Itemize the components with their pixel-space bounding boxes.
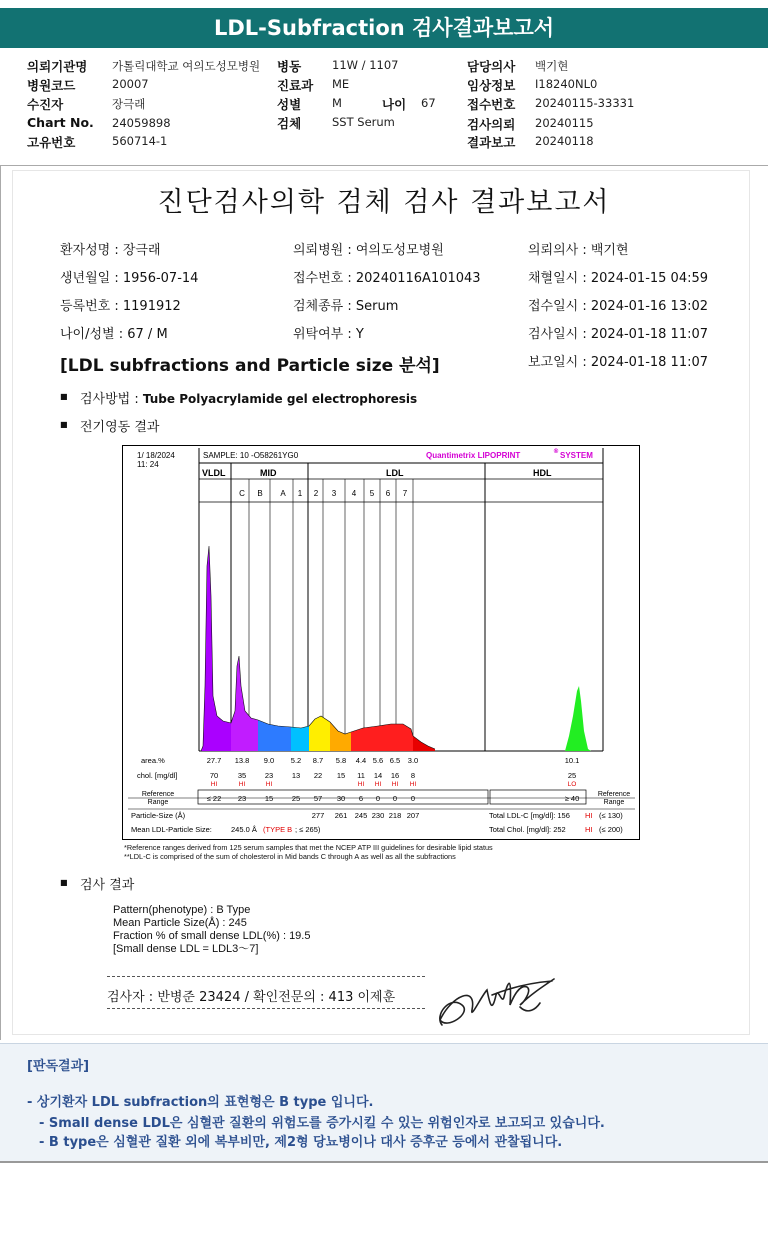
doc-hospital: 의뢰병원 : 여의도성모병원 bbox=[293, 243, 444, 258]
area-value: 6.5 bbox=[389, 756, 401, 765]
specimen-label: 검체 bbox=[277, 116, 302, 131]
area-value: 27.7 bbox=[206, 756, 222, 765]
reference-label-right: Range bbox=[603, 799, 625, 806]
result-summary bbox=[113, 904, 310, 956]
reference-label-right: Reference bbox=[597, 791, 631, 798]
electrophoresis-peak bbox=[330, 722, 351, 751]
total-ldl: Total LDL-C [mg/dl]: 156 bbox=[489, 811, 570, 820]
band-label: 5 bbox=[369, 489, 375, 498]
doc-reg-no: 등록번호 : 1191912 bbox=[60, 299, 181, 314]
reference-value: ≤ 22 bbox=[206, 794, 222, 803]
total-chol-flag: HI bbox=[585, 825, 593, 834]
chol-value: 22 bbox=[313, 771, 323, 780]
doc-outsourced: 위탁여부 : Y bbox=[293, 327, 364, 342]
chol-flag: HI bbox=[238, 781, 246, 788]
electrophoresis-peak bbox=[309, 716, 330, 751]
reference-value: 0 bbox=[375, 794, 381, 803]
chol-flag: HI bbox=[357, 781, 365, 788]
lipoprint-chart bbox=[122, 445, 640, 840]
clinical-value: I18240NL0 bbox=[535, 77, 598, 91]
chart-reg: ® bbox=[553, 448, 559, 455]
chart-time: 11: 24 bbox=[137, 460, 159, 469]
chol-value: 15 bbox=[336, 771, 346, 780]
chart-date: 1/ 18/2024 bbox=[137, 451, 175, 460]
total-ldl-flag: HI bbox=[585, 811, 593, 820]
document-title: 진단검사의학 검체 검사 결과보고서 bbox=[157, 187, 611, 218]
chol-label: chol. [mg/dl] bbox=[137, 771, 178, 780]
chol-flag: HI bbox=[391, 781, 399, 788]
reference-value: 30 bbox=[336, 794, 346, 803]
chol-value: 8 bbox=[410, 771, 416, 780]
reference-value-hdl: ≥ 40 bbox=[564, 794, 580, 803]
group-ldl: LDL bbox=[386, 468, 404, 478]
result-small-dense-definition: [Small dense LDL = LDL3～7] bbox=[113, 943, 259, 955]
org-label: 의뢰기관명 bbox=[27, 59, 88, 74]
particle-size-value: 277 bbox=[311, 811, 325, 820]
chol-flag: HI bbox=[265, 781, 273, 788]
chol-value: 16 bbox=[390, 771, 400, 780]
area-value: 5.6 bbox=[372, 756, 384, 765]
chart-footnotes bbox=[124, 843, 493, 861]
electrophoresis-peak bbox=[291, 726, 309, 751]
particle-size-value: 207 bbox=[406, 811, 420, 820]
band-label: 1 bbox=[297, 489, 303, 498]
divider-bottom bbox=[107, 1008, 425, 1009]
electrophoresis-peak bbox=[565, 686, 591, 751]
accno-value: 20240115-33331 bbox=[535, 96, 635, 110]
electrophoresis-peak bbox=[258, 720, 291, 751]
total-chol: Total Chol. [mg/dl]: 252 bbox=[489, 825, 566, 834]
reference-value: 23 bbox=[237, 794, 247, 803]
total-chol-reference: (≤ 200) bbox=[599, 825, 623, 834]
section-title: [LDL subfractions and Particle size 분석] bbox=[60, 356, 440, 376]
doctor-label: 담당의사 bbox=[467, 59, 516, 74]
particle-size-value: 245 bbox=[354, 811, 368, 820]
footnote-2: **LDL-C is comprised of the sum of cholesterol in Mid bands C through A as well as all the subfractions bbox=[124, 852, 456, 861]
repdate-label: 결과보고 bbox=[467, 135, 516, 150]
chol-value: 23 bbox=[264, 771, 274, 780]
chol-value: 13 bbox=[291, 771, 301, 780]
method-value: Tube Polyacrylamide gel electrophoresis bbox=[142, 392, 418, 406]
reference-label: Reference bbox=[141, 791, 175, 798]
particle-size-value: 230 bbox=[371, 811, 385, 820]
hcode-value: 20007 bbox=[112, 77, 149, 91]
ward-value: 11W / 1107 bbox=[332, 58, 399, 72]
reference-value: 0 bbox=[410, 794, 416, 803]
sex-label: 성별 bbox=[277, 97, 302, 112]
dept-label: 진료과 bbox=[277, 78, 314, 93]
area-label: area.% bbox=[141, 756, 165, 765]
judgment-line-2: - Small dense LDL은 심혈관 질환의 위험도를 증가시킬 수 있는 위험인자로 보고되고 있습니다. bbox=[39, 1116, 605, 1131]
chol-flag-hdl: LO bbox=[567, 781, 577, 788]
group-mid: MID bbox=[260, 468, 277, 478]
doc-dob: 생년월일 : 1956-07-14 bbox=[60, 271, 199, 286]
ward-label: 병동 bbox=[277, 59, 302, 74]
area-value: 3.0 bbox=[407, 756, 419, 765]
doc-receipt-no: 접수번호 : 20240116A101043 bbox=[293, 271, 481, 286]
chol-flag: HI bbox=[374, 781, 382, 788]
result-pattern: Pattern(phenotype) : B Type bbox=[113, 904, 251, 916]
age-value: 67 bbox=[421, 96, 436, 110]
result-small-dense-fraction: Fraction % of small dense LDL(%) : 19.5 bbox=[113, 930, 311, 942]
mean-size-type: (TYPE B bbox=[263, 825, 293, 834]
mean-size-label: Mean LDL-Particle Size: bbox=[131, 825, 212, 834]
band-label: 2 bbox=[313, 489, 319, 498]
doc-recv-date: 접수일시 : 2024-01-16 13:02 bbox=[528, 299, 709, 314]
particle-size-value: 261 bbox=[334, 811, 348, 820]
judgment-line-3: - B type은 심혈관 질환 외에 복부비만, 제2형 당뇨병이나 대사 증후군 등에서 관찰됩니다. bbox=[39, 1135, 563, 1150]
chol-value: 70 bbox=[209, 771, 219, 780]
doc-patient: 환자성명 : 장극래 bbox=[60, 243, 161, 258]
particle-size-label: Particle-Size (Å) bbox=[131, 811, 186, 820]
reference-label: Range bbox=[147, 799, 169, 806]
divider-top bbox=[107, 976, 425, 977]
band-label: A bbox=[280, 489, 286, 498]
chol-value: 14 bbox=[373, 771, 383, 780]
result-mean-size: Mean Particle Size(Å) : 245 bbox=[113, 917, 247, 929]
area-value: 8.7 bbox=[312, 756, 324, 765]
chart-no-value: 24059898 bbox=[112, 116, 171, 130]
uid-value: 560714-1 bbox=[112, 134, 168, 148]
chol-flag: HI bbox=[409, 781, 417, 788]
area-value-hdl: 10.1 bbox=[564, 756, 580, 765]
footnote-1: *Reference ranges derived from 125 serum samples that met the NCEP ATP III guidelines for desirable lipid status bbox=[124, 843, 493, 852]
examiner-line: 검사자 : 반병준 23424 / 확인전문의 : 413 이제훈 bbox=[107, 990, 396, 1005]
judgment-title: [판독결과] bbox=[27, 1059, 90, 1074]
chart-system: SYSTEM bbox=[560, 451, 593, 460]
chart-no-label: Chart No. bbox=[27, 115, 94, 130]
band-label: 4 bbox=[351, 489, 357, 498]
chart-sample: SAMPLE: 10 -O58261YG0 bbox=[203, 451, 299, 460]
doctor-value: 백기현 bbox=[535, 59, 569, 73]
electro-heading: ■ 전기영동 결과 bbox=[80, 416, 159, 435]
age-label: 나이 bbox=[382, 97, 407, 112]
mean-size-reference: ; ≤ 265) bbox=[295, 825, 321, 834]
result-heading: ■ 검사 결과 bbox=[80, 874, 134, 893]
band-label: 7 bbox=[402, 489, 408, 498]
signature-image bbox=[432, 965, 562, 1035]
reference-value: 0 bbox=[392, 794, 398, 803]
reference-value: 57 bbox=[313, 794, 323, 803]
group-hdl: HDL bbox=[533, 468, 552, 478]
reqdate-label: 검사의뢰 bbox=[467, 117, 516, 132]
uid-label: 고유번호 bbox=[27, 135, 76, 150]
band-label: C bbox=[239, 489, 245, 498]
doc-spec-type: 검체종류 : Serum bbox=[293, 299, 399, 314]
sex-value: M bbox=[332, 96, 342, 110]
patient-label: 수진자 bbox=[27, 97, 64, 112]
doc-test-date: 검사일시 : 2024-01-18 11:07 bbox=[528, 327, 709, 342]
electrophoresis-peak bbox=[351, 724, 413, 751]
band-label: 3 bbox=[331, 489, 337, 498]
doc-report-date: 보고일시 : 2024-01-18 11:07 bbox=[528, 355, 709, 370]
hcode-label: 병원코드 bbox=[27, 78, 76, 93]
particle-size-value: 218 bbox=[388, 811, 402, 820]
clinical-label: 임상정보 bbox=[467, 78, 516, 93]
area-value: 13.8 bbox=[234, 756, 250, 765]
dept-value: ME bbox=[332, 77, 350, 91]
report-header-title: LDL-Subfraction 검사결과보고서 bbox=[0, 8, 768, 48]
doc-draw-date: 채혈일시 : 2024-01-15 04:59 bbox=[528, 271, 709, 286]
judgment-line-1: - 상기환자 LDL subfraction의 표현형은 B type 입니다. bbox=[27, 1095, 374, 1110]
band-label: 6 bbox=[385, 489, 391, 498]
method-line bbox=[80, 388, 417, 407]
area-value: 9.0 bbox=[263, 756, 275, 765]
chol-value-hdl: 25 bbox=[567, 771, 577, 780]
band-label: B bbox=[257, 489, 263, 498]
org-value: 가톨릭대학교 여의도성모병원 bbox=[112, 59, 261, 73]
specimen-value: SST Serum bbox=[332, 115, 395, 129]
lipoprint-chart-svg bbox=[123, 446, 641, 841]
patient-value: 장극래 bbox=[112, 97, 146, 111]
reference-value: 15 bbox=[264, 794, 274, 803]
method-label: 검사방법 : bbox=[80, 392, 143, 407]
reqdate-value: 20240115 bbox=[535, 116, 594, 130]
reference-value: 6 bbox=[358, 794, 364, 803]
area-value: 4.4 bbox=[355, 756, 367, 765]
chol-value: 35 bbox=[237, 771, 247, 780]
chart-brand: Quantimetrix LIPOPRINT bbox=[426, 451, 521, 460]
mean-size-value: 245.0 Å bbox=[231, 825, 257, 834]
electrophoresis-plot bbox=[199, 448, 603, 751]
accno-label: 접수번호 bbox=[467, 97, 516, 112]
chol-value: 11 bbox=[357, 771, 365, 780]
reference-value: 25 bbox=[291, 794, 301, 803]
chol-flag: HI bbox=[210, 781, 218, 788]
doc-age-sex: 나이/성별 : 67 / M bbox=[60, 327, 168, 342]
patient-info-table bbox=[27, 57, 767, 157]
area-value: 5.8 bbox=[335, 756, 347, 765]
group-vldl: VLDL bbox=[202, 468, 226, 478]
repdate-value: 20240118 bbox=[535, 134, 594, 148]
total-ldl-reference: (≤ 130) bbox=[599, 811, 623, 820]
doc-physician: 의뢰의사 : 백기현 bbox=[528, 243, 629, 258]
area-value: 5.2 bbox=[290, 756, 302, 765]
